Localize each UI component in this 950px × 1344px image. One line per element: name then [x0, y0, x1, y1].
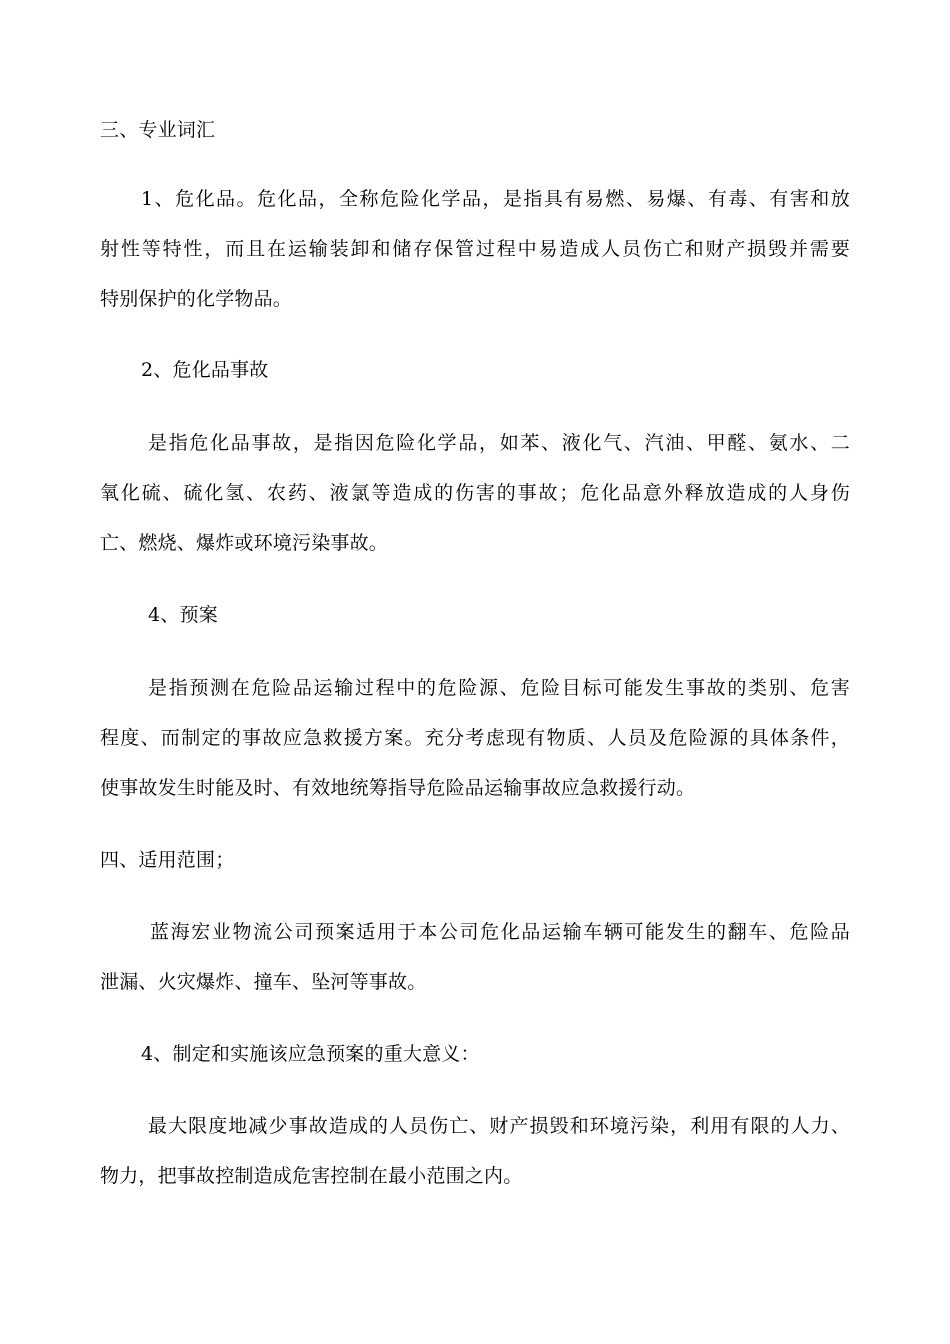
significance-line-2: 物力，把事故控制造成危害控制在最小范围之内。 — [100, 1165, 523, 1187]
item-1-line-1: 1、危化品。危化品，全称危险化学品，是指具有易燃、易爆、有毒、有害和放 — [141, 188, 850, 210]
item-4-line-3: 使事故发生时能及时、有效地统筹指导危险品运输事故应急救援行动。 — [100, 777, 696, 799]
scope-line-1: 蓝海宏业物流公司预案适用于本公司危化品运输车辆可能发生的翻车、危险品 — [150, 921, 850, 943]
section-4-heading: 四、适用范围； — [100, 849, 235, 871]
item-2-line-1: 是指危化品事故，是指因危险化学品，如苯、液化气、汽油、甲醛、氨水、二 — [148, 432, 850, 454]
item-2-line-3: 亡、燃烧、爆炸或环境污染事故。 — [100, 532, 389, 554]
item-2-line-2: 氧化硫、硫化氢、农药、液氯等造成的伤害的事故；危化品意外释放造成的人身伤 — [100, 482, 850, 504]
scope-line-2: 泄漏、火灾爆炸、撞车、坠河等事故。 — [100, 971, 427, 993]
significance-heading: 4、制定和实施该应急预案的重大意义： — [141, 1043, 480, 1065]
item-4-line-1: 是指预测在危险品运输过程中的危险源、危险目标可能发生事故的类别、危害 — [148, 677, 850, 699]
item-1-line-2: 射性等特性，而且在运输装卸和储存保管过程中易造成人员伤亡和财产损毁并需要 — [100, 238, 850, 260]
item-4-heading: 4、预案 — [148, 604, 218, 626]
item-4-line-2: 程度、而制定的事故应急救援方案。充分考虑现有物质、人员及危险源的具体条件， — [100, 727, 850, 749]
item-1-line-3: 特别保护的化学物品。 — [100, 288, 293, 310]
significance-line-1: 最大限度地减少事故造成的人员伤亡、财产损毁和环境污染，利用有限的人力、 — [148, 1115, 850, 1137]
item-2-heading: 2、危化品事故 — [141, 359, 269, 381]
section-3-heading: 三、专业词汇 — [100, 119, 216, 141]
